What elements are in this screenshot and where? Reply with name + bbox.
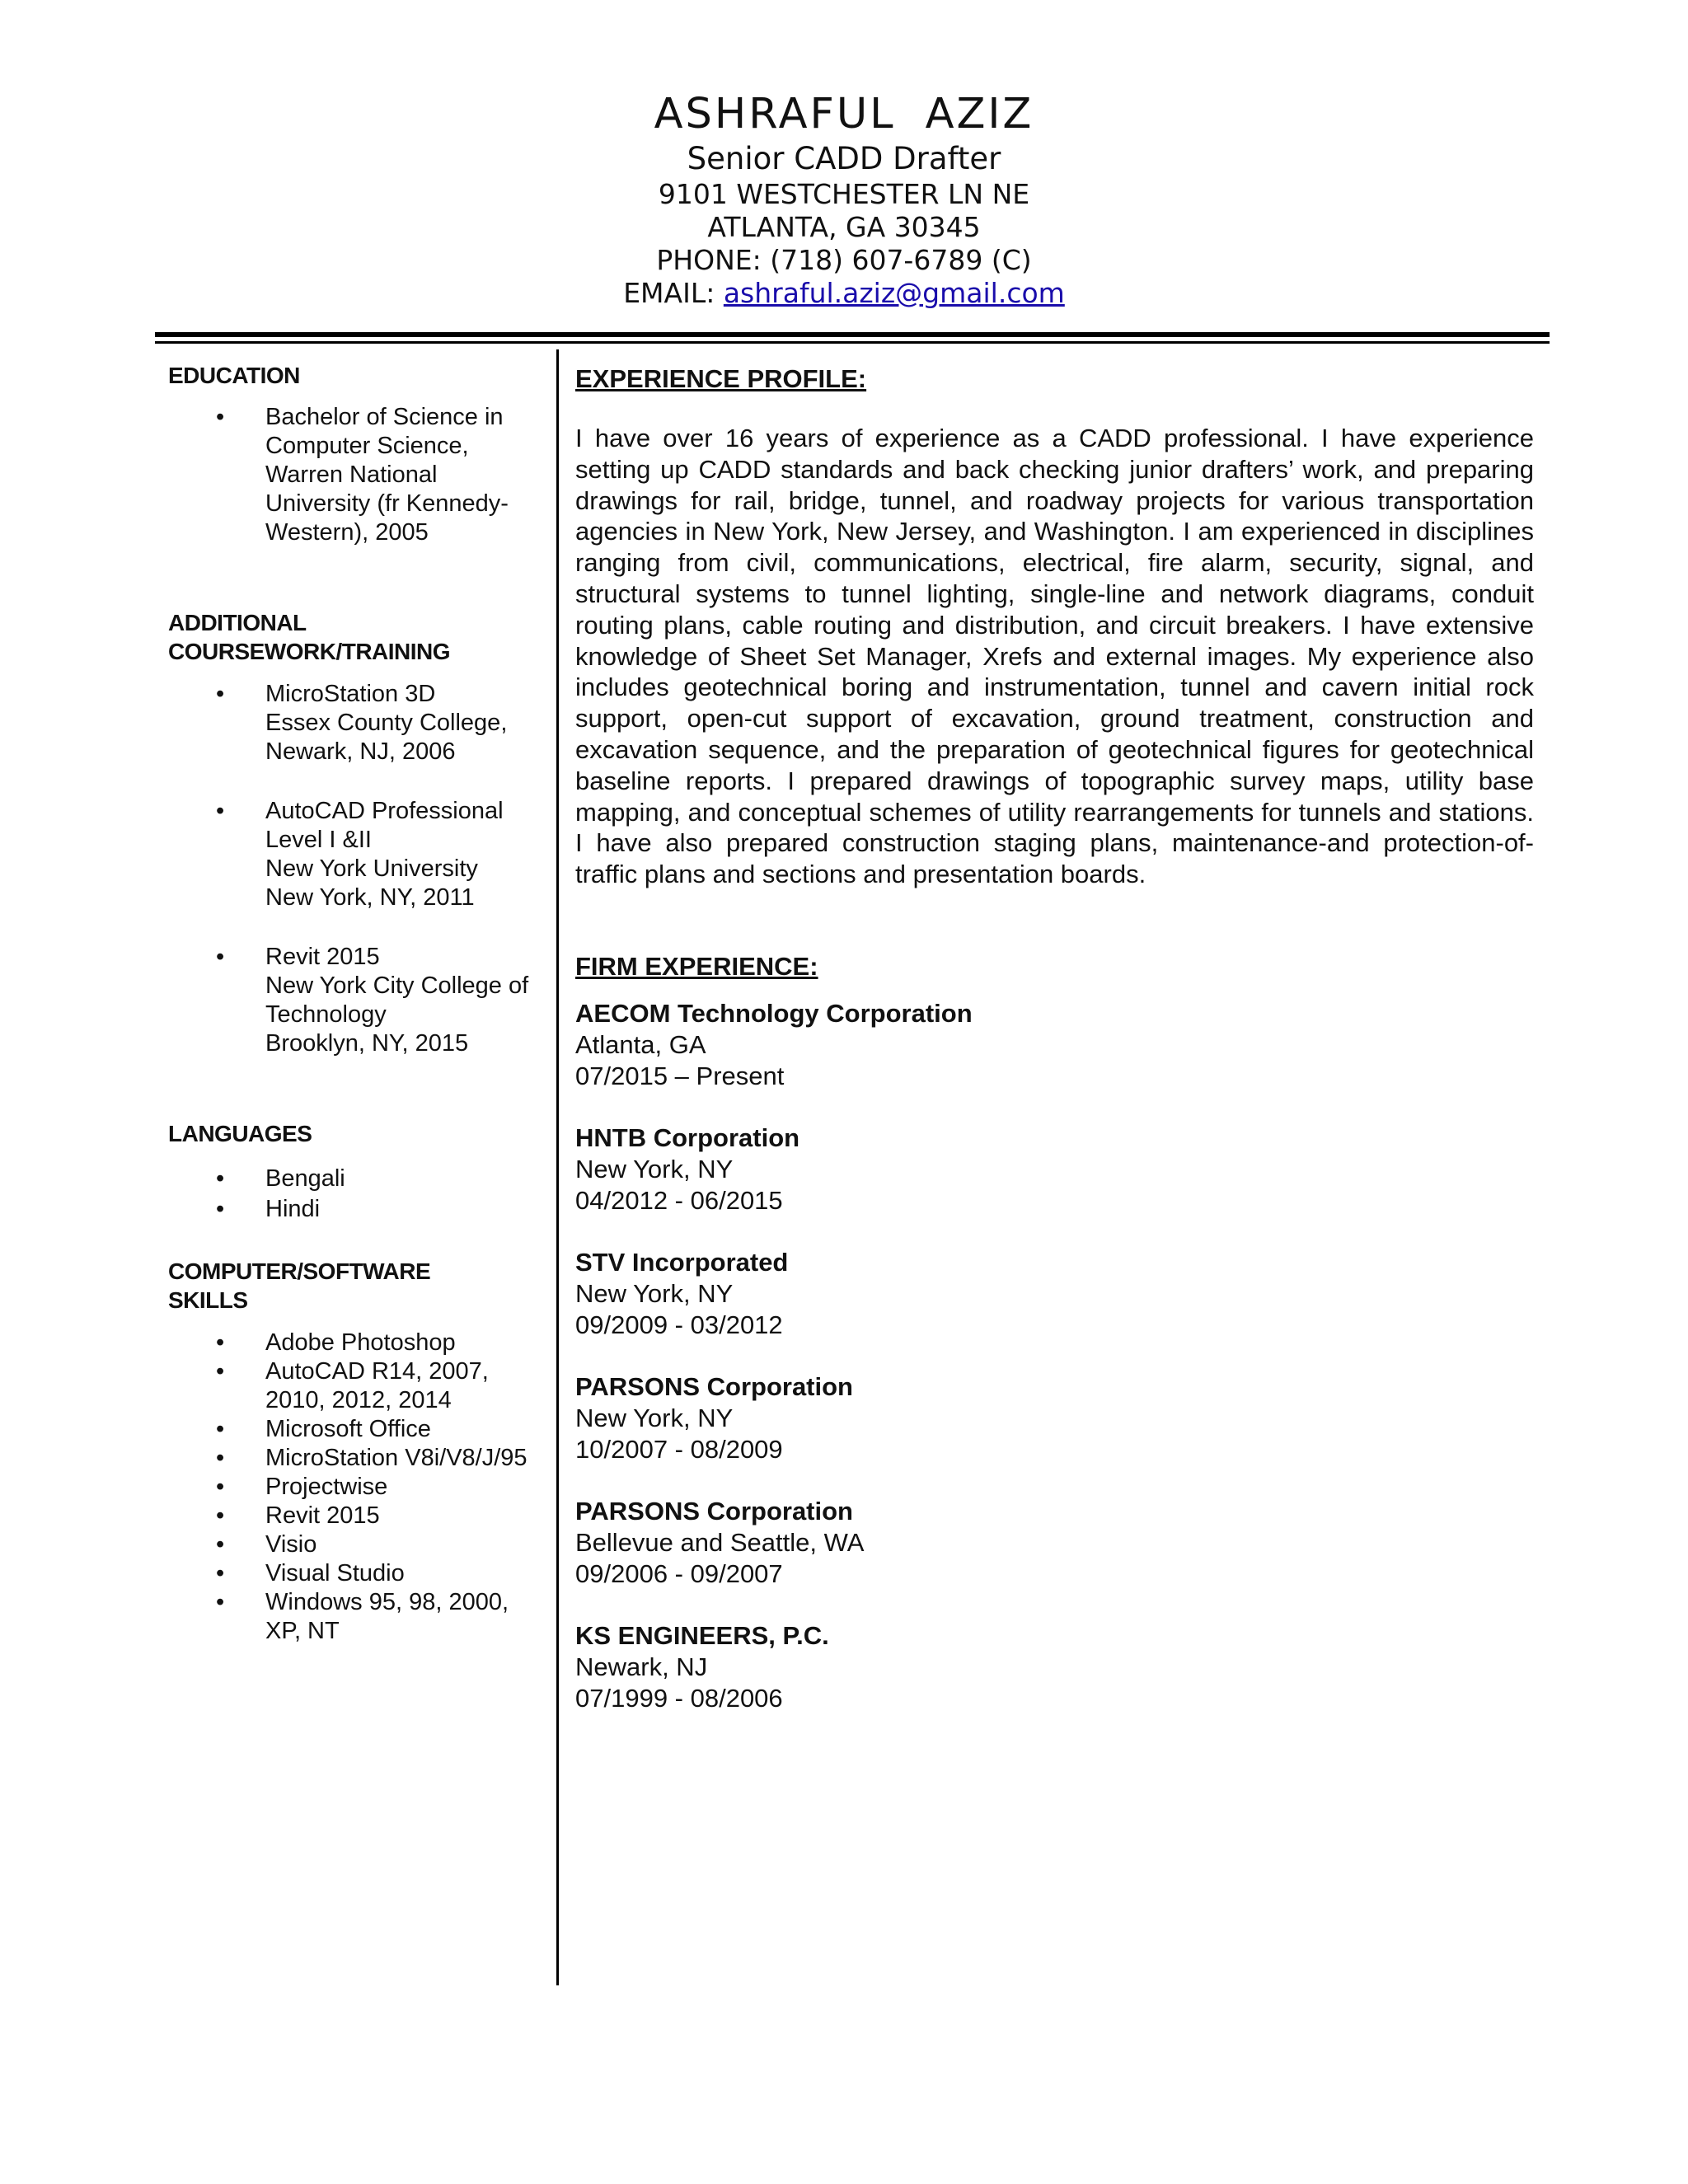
firm-entry [575,1247,1534,1341]
skill-line: • Adobe Photoshop [265,1329,456,1356]
education-line: Western), 2005 [265,519,429,546]
skill-item [168,1473,547,1502]
education-line: Warren National [265,462,438,488]
firm-dates: 09/2006 - 09/2007 [575,1558,783,1588]
skill-line: • Microsoft Office [265,1416,431,1442]
skill-item [168,1329,547,1357]
skill-line: • AutoCAD R14, 2007, [265,1358,489,1385]
experience-profile-heading: EXPERIENCE PROFILE: [575,364,867,393]
language-text: • Hindi [265,1196,321,1222]
skill-item [168,1559,547,1588]
firm-entry [575,1122,1534,1216]
skill-line: • Projectwise [265,1474,388,1500]
firm-location: Atlanta, GA [575,1029,706,1059]
firm-name: PARSONS Corporation [575,1496,853,1526]
education-list [168,403,547,547]
skill-item [168,1502,547,1530]
firm-name: HNTB Corporation [575,1122,800,1152]
skill-item [168,1530,547,1559]
coursework-heading-line-2: COURSEWORK/TRAINING [168,639,451,664]
email-line [0,277,1688,310]
firm-dates: 10/2007 - 08/2009 [575,1434,783,1464]
firm-list [575,998,1534,1714]
firm-location: Bellevue and Seattle, WA [575,1527,865,1557]
firm-name: STV Incorporated [575,1247,789,1277]
firm-name: KS ENGINEERS, P.C. [575,1620,829,1650]
firm-entry [575,998,1534,1092]
education-item [168,403,547,547]
language-item [168,1195,547,1224]
column-divider [556,349,559,1985]
education-line: University (fr Kennedy- [265,490,509,517]
coursework-item [168,797,547,912]
language-text: • Bengali [265,1165,345,1192]
coursework-line: Brooklyn, NY, 2015 [265,1030,469,1057]
skill-item [168,1415,547,1444]
skill-line: • MicroStation V8i/V8/J/95 [265,1445,528,1471]
firm-dates: 09/2009 - 03/2012 [575,1310,783,1339]
firm-location: New York, NY [575,1154,734,1183]
language-item [168,1165,547,1193]
skills-heading-line-1: COMPUTER/SOFTWARE [168,1258,431,1284]
firm-name: AECOM Technology Corporation [575,998,973,1028]
skill-line: • Revit 2015 [265,1502,380,1529]
job-title: Senior CADD Drafter [687,141,1001,176]
coursework-list [168,680,547,1058]
coursework-heading-line-1: ADDITIONAL [168,610,307,635]
phone-line: PHONE: (718) 607-6789 (C) [656,244,1032,276]
skill-line: 2010, 2012, 2014 [265,1387,452,1413]
header-divider-thin [155,341,1550,344]
firm-dates: 07/2015 – Present [575,1061,785,1090]
firm-location: Newark, NJ [575,1652,708,1681]
skill-item [168,1444,547,1473]
skill-line: • Visio [265,1531,317,1558]
coursework-item [168,680,547,766]
coursework-line: New York City College of [265,972,529,999]
firm-experience-heading: FIRM EXPERIENCE: [575,951,818,981]
coursework-line: Newark, NJ, 2006 [265,738,456,765]
resume-header [0,89,1688,310]
skills-list [168,1329,547,1646]
education-line: • Bachelor of Science in [265,404,504,430]
skill-line: • Visual Studio [265,1560,405,1586]
coursework-line: New York University [265,855,478,882]
languages-list [168,1165,547,1224]
firm-entry [575,1620,1534,1714]
last-name: AZIZ [925,90,1034,138]
coursework-line: New York, NY, 2011 [265,884,475,911]
candidate-name [0,89,1688,140]
firm-location: New York, NY [575,1278,734,1308]
skill-line: • Windows 95, 98, 2000, [265,1589,509,1615]
skills-heading-line-2: SKILLS [168,1287,248,1313]
coursework-line: • Revit 2015 [265,944,380,970]
firm-name: PARSONS Corporation [575,1371,853,1401]
skills-heading [168,1257,547,1315]
skill-line: XP, NT [265,1618,340,1644]
coursework-item [168,943,547,1058]
email-label: EMAIL: [623,277,715,309]
first-name: ASHRAFUL [654,90,896,138]
education-line: Computer Science, [265,433,469,459]
address-line-2: ATLANTA, GA 30345 [707,211,981,243]
firm-dates: 07/1999 - 08/2006 [575,1683,783,1713]
skill-item [168,1357,547,1415]
email-link[interactable]: ashraful.aziz@gmail.com [723,277,1065,309]
coursework-line: Technology [265,1001,387,1028]
coursework-line: • AutoCAD Professional [265,798,504,824]
firm-entry [575,1496,1534,1590]
education-heading: EDUCATION [168,363,300,388]
languages-heading: LANGUAGES [168,1121,312,1146]
firm-entry [575,1371,1534,1465]
address-line-1: 9101 WESTCHESTER LN NE [658,178,1030,210]
skill-item [168,1588,547,1646]
left-column [168,361,547,1646]
coursework-line: Level I &II [265,827,372,853]
header-divider-thick [155,332,1550,337]
firm-location: New York, NY [575,1403,734,1432]
firm-dates: 04/2012 - 06/2015 [575,1185,783,1215]
experience-profile-text: I have over 16 years of experience as a CADD professional. I have experience setting up CADD standards and back checking junior drafters’ work, and preparing drawings for rail, bridge, tunnel, and roadway projects for various transportation agencies in New York, New Jersey, and Washington. I am experienced in disciplines ranging from civil, communications, electrical, fire alarm, security, signal, and structural systems to tunnel lighting, single-line and network diagrams, conduit routing plans, cable routing and distribution, and circuit breakers. I have extensive knowledge of Sheet Set Manager, Xrefs and external images. My experience also includes geotechnical boring and instrumentation, tunnel and cavern initial rock support, open-cut support of excavation, ground treatment, construction and excavation sequence, and the preparation of geotechnical figures for geotechnical baseline reports. I prepared drawings of topographic survey maps, utility base mapping, and conceptual schemes of utility rearrangements for tunnels and stations. I have also prepared construction staging plans, maintenance-and protection-of-traffic plans and sections and presentation boards. [575,424,1534,889]
right-column [575,361,1534,1714]
coursework-heading [168,608,547,666]
coursework-line: Essex County College, [265,710,508,736]
coursework-line: • MicroStation 3D [265,681,436,707]
